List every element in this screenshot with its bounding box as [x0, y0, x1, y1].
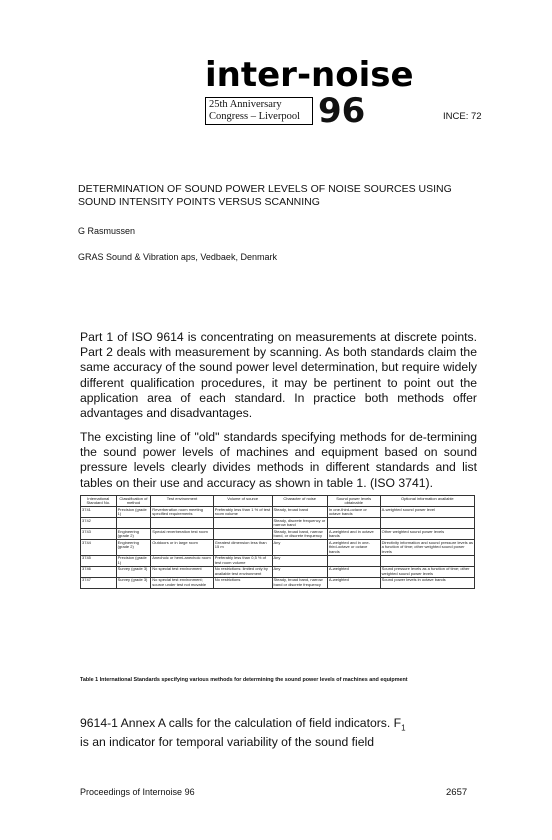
table-cell: No special test environment	[151, 566, 214, 577]
annex-line-1	[80, 716, 406, 732]
author: G Rasmussen	[78, 226, 136, 236]
congress-line: Congress – Liverpool	[209, 111, 300, 122]
table-cell: Preferably less than 0,5 % of test room volume	[213, 555, 272, 566]
table-cell	[380, 555, 474, 566]
table-cell: Any	[272, 555, 327, 566]
table-caption: Table 1 International Standards specifying various methods for determining the sound power levels of machines and equipment	[80, 677, 408, 683]
table-cell	[213, 518, 272, 529]
anniversary-line: 25th Anniversary	[209, 99, 282, 110]
table-cell: Any	[272, 540, 327, 556]
table-cell: Sound power levels in octave bands	[380, 577, 474, 588]
table-cell: Reverberation room meeting specified requirements	[151, 507, 214, 518]
table-cell	[380, 518, 474, 529]
table-cell: Survey (grade 3)	[116, 577, 151, 588]
table-cell: Steady, broad band	[272, 507, 327, 518]
table-cell	[116, 518, 151, 529]
standards-table	[80, 495, 475, 638]
paragraph-intro: Part 1 of ISO 9614 is concentrating on measurements at discrete points. Part 2 deals with measurement by scanning. As both standards claim the same accuracy of the sound power level determination, but require widely different qualification procedures, it may be pertinent to point out the application area of each standard. In practice both methods offer advantages and disadvantages.	[80, 330, 477, 421]
table-row	[81, 518, 475, 529]
affiliation: GRAS Sound & Vibration aps, Vedbaek, Denmark	[78, 252, 277, 262]
table-cell	[213, 529, 272, 540]
table-cell: Engineering (grade 2)	[116, 529, 151, 540]
table-cell: 3742	[81, 518, 117, 529]
table-cell: Precision (grade 1)	[116, 507, 151, 518]
table-header-cell: Test environment	[151, 496, 214, 507]
table-cell	[327, 518, 380, 529]
table-row	[81, 507, 475, 518]
table-cell: No special test environment; source under test not movable	[151, 577, 214, 588]
table-row	[81, 577, 475, 588]
table-cell: Preferably less than 1 % of test room volume	[214, 506, 271, 516]
table-cell: Directivity information and sound pressure levels as a function of time; other weighted sound power levels	[381, 539, 473, 554]
logo-year: 96	[318, 91, 366, 131]
table-cell: Anechoic or hemi-anechoic room	[151, 555, 214, 566]
table-cell: In one-third-octave or octave bands	[327, 507, 380, 518]
conference-logo: inter-noise	[205, 55, 414, 95]
table-cell: A-weighted sound power level	[380, 507, 474, 518]
page-number: 2657	[446, 787, 468, 798]
table-cell: 3747	[81, 577, 117, 588]
table-cell	[151, 518, 214, 529]
annex-text: 9614-1 Annex A calls for the calculation of field indicators. F	[80, 716, 402, 730]
table-cell	[327, 555, 380, 566]
table-cell: 3745	[81, 555, 117, 566]
footer-proceedings: Proceedings of Internoise 96	[80, 787, 195, 797]
table-cell: 3746	[81, 566, 117, 577]
table-cell: No restrictions: limited only by available test environment	[213, 566, 272, 577]
table-cell: Steady, broad band, narrow band or discrete frequency	[272, 577, 327, 588]
table-header-row	[81, 496, 475, 507]
paper-title: DETERMINATION OF SOUND POWER LEVELS OF NOISE SOURCES USING SOUND INTENSITY POINTS VERSUS SCANNING	[78, 183, 452, 208]
table-cell: Precision (grade 1)	[116, 555, 151, 566]
table-cell: Steady, broad band, narrow band, or discrete frequency	[272, 529, 327, 540]
table-cell: Special reverberation test room	[151, 529, 214, 540]
table-cell: A-weighted	[327, 566, 380, 577]
table-cell: 3741	[81, 507, 117, 518]
table-cell: Steady, discrete frequency or narrow band	[272, 518, 327, 529]
annex-line-2: is an indicator for temporal variability of the sound field	[80, 735, 375, 749]
table-cell: 3743	[81, 529, 117, 540]
table-cell: No restrictions	[213, 577, 272, 588]
table-header-cell: Classification of method	[116, 496, 151, 507]
paragraph-standards: The excisting line of "old" standards specifying methods for de-termining the sound power levels of machines and equipment based on sound pressure levels clearly divides methods in different standards and list tables on their use and accuracy as shown in table 1. (ISO 3741).	[80, 430, 477, 490]
table-header-cell: Character of noise	[272, 496, 327, 507]
anniversary-box	[205, 97, 313, 125]
table-cell: Engineering (grade 2)	[116, 540, 151, 556]
table-header-cell: Sound power levels obtainable	[327, 496, 380, 507]
table-cell: 3744	[81, 540, 117, 556]
table-cell: A-weighted	[327, 577, 380, 588]
table-row	[81, 566, 475, 577]
table-cell: Sound pressure levels as a function of time; other weighted sound power levels	[380, 566, 474, 577]
table-cell: Greatest dimension less than 15 m	[213, 540, 272, 556]
table-row	[81, 555, 475, 566]
table-header-cell: Volume of source	[213, 496, 272, 507]
table-cell: A-weighted and in octave bands	[327, 529, 380, 540]
table-row	[81, 529, 475, 540]
table-body	[81, 507, 475, 589]
table-cell: Other weighted sound power levels	[380, 529, 474, 540]
paper-code: INCE: 72	[443, 111, 482, 122]
table-header-cell: International Standard No.	[81, 496, 117, 507]
table-cell: Survey (grade 3)	[116, 566, 151, 577]
table-row	[81, 540, 475, 556]
table-cell: Outdoors or in large room	[151, 540, 214, 556]
annex-subscript: 1	[401, 723, 406, 733]
table-cell: Any	[272, 566, 327, 577]
table-cell: A-weighted and in one-third-octave or octave bands	[327, 540, 380, 556]
table-header-cell: Optional information available	[380, 496, 474, 507]
